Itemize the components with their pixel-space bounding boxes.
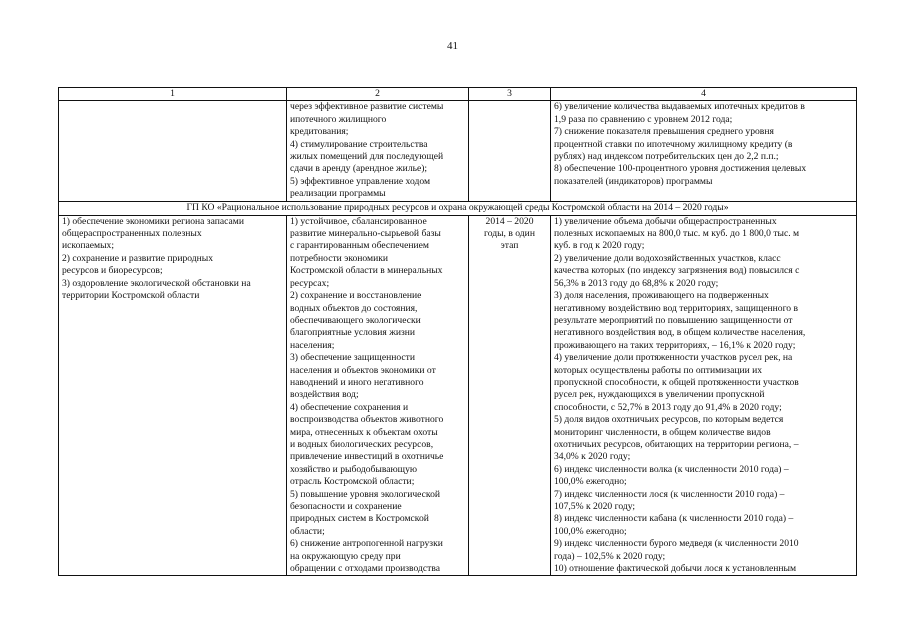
text-line: охотничьих ресурсов, обитающих на территории региона, – bbox=[554, 438, 799, 450]
header-cell-1: 1 bbox=[59, 88, 287, 101]
text-line: 1,9 раза по сравнению с уровнем 2012 года; bbox=[554, 113, 733, 125]
text-line: рублях) над индексом потребительских цен до 2,2 п.п.; bbox=[554, 151, 779, 163]
text-line: 8) обеспечение 100-процентного уровня достижения целевых bbox=[554, 163, 807, 175]
text-line: воспроизводства объектов животного bbox=[290, 414, 444, 426]
text-line: негативного воздействия вод, в общем количестве населения, bbox=[554, 327, 806, 339]
row1-col3-empty bbox=[469, 101, 551, 201]
text-line: 1) увеличение объема добычи общераспространенных bbox=[554, 215, 777, 227]
text-line: этап bbox=[500, 240, 519, 252]
text-line: мониторинг численности, в общем количестве видов bbox=[554, 426, 771, 438]
text-line: потребности экономики bbox=[290, 252, 389, 264]
text-line: проживающего на таких территориях, – 16,1% к 2020 году; bbox=[554, 339, 796, 351]
table-row bbox=[59, 101, 857, 201]
section-title: ГП КО «Рациональное использование природных ресурсов и охрана окружающей среды Костромской области на 2014 – 2020 годы» bbox=[59, 201, 857, 215]
text-line: куб. в год к 2020 году; bbox=[554, 240, 645, 252]
text-line: сдачи в аренду (арендное жилье); bbox=[290, 163, 428, 175]
header-row bbox=[59, 88, 857, 101]
text-line: качества которых (по индексу загрязнения вод) повысился с bbox=[554, 265, 800, 277]
page-number: 41 bbox=[447, 40, 458, 52]
section-title-row bbox=[59, 201, 857, 215]
text-line: 4) стимулирование строительства bbox=[290, 138, 428, 150]
text-line: 3) оздоровление экологической обстановки на bbox=[62, 277, 251, 289]
text-line: обращении с отходами производства bbox=[290, 563, 441, 575]
text-line: пропускной способности, к общей протяженности участков bbox=[554, 376, 799, 388]
row2-col4-results bbox=[551, 215, 857, 576]
program-table bbox=[58, 87, 857, 576]
text-line: 100,0% ежегодно; bbox=[554, 476, 627, 488]
text-line: ипотечного жилищного bbox=[290, 113, 387, 125]
text-line: мира, отнесенных к объектам охоты bbox=[290, 426, 438, 438]
text-line: 8) индекс численности кабана (к численности 2010 года) – bbox=[554, 513, 794, 525]
text-line: реализации программы bbox=[290, 188, 386, 200]
text-line: ресурсах; bbox=[290, 277, 330, 289]
text-line: 107,5% к 2020 году; bbox=[554, 501, 636, 512]
text-line: 2) увеличение доли водохозяйственных участков, класс bbox=[554, 252, 781, 264]
row1-col1-empty bbox=[59, 101, 287, 201]
text-line: русел рек, нуждающихся в увеличении пропускной bbox=[554, 389, 765, 401]
text-line: процентной ставки по ипотечному жилищному кредиту (в bbox=[554, 138, 793, 150]
row2-col3-period bbox=[469, 215, 551, 576]
text-line: 6) индекс численности волка (к численности 2010 года) – bbox=[554, 463, 789, 475]
text-line: населения; bbox=[290, 339, 335, 351]
text-line: 3) обеспечение защищенности bbox=[290, 352, 415, 364]
text-line: воздействия вод; bbox=[290, 389, 359, 401]
text-line: отрасль Костромской области; bbox=[290, 476, 415, 488]
text-line: 34,0% к 2020 году; bbox=[554, 451, 631, 463]
text-line: которых осуществлены работы по оптимизации их bbox=[554, 364, 763, 376]
text-line: полезных ископаемых на 800,0 тыс. м куб. до 1 800,0 тыс. м bbox=[554, 228, 800, 240]
text-line: области; bbox=[290, 525, 325, 537]
text-line: 6) увеличение количества выдаваемых ипотечных кредитов в bbox=[554, 101, 805, 113]
row2-col1-goals bbox=[59, 215, 287, 576]
row1-col2-tasks bbox=[287, 101, 469, 201]
text-line: 2) сохранение и восстановление bbox=[290, 290, 422, 302]
text-line: 100,0% ежегодно; bbox=[554, 525, 627, 537]
text-line: и водных биологических ресурсов, bbox=[290, 438, 434, 450]
text-line: через эффективное развитие системы bbox=[290, 101, 444, 113]
text-line: 56,3% в 2013 году до 68,8% к 2020 году; bbox=[554, 277, 719, 289]
text-line: негативному воздействию вод территориях, защищенного в bbox=[554, 302, 798, 314]
text-line: 9) индекс численности бурого медведя (к численности 2010 bbox=[554, 538, 799, 550]
text-line: года) – 102,5% к 2020 году; bbox=[554, 550, 666, 562]
text-line: 10) отношение фактической добычи лося к установленным bbox=[554, 563, 797, 575]
text-line: 5) доля видов охотничьих ресурсов, по которым ведется bbox=[554, 414, 784, 426]
text-line: годы, в один bbox=[484, 228, 535, 240]
text-line: способности, с 52,7% в 2013 году до 91,4% в 2020 году; bbox=[554, 401, 782, 413]
row1-col4-results bbox=[551, 101, 857, 201]
text-line: природных систем в Костромской bbox=[290, 513, 429, 525]
text-line: Костромской области в минеральных bbox=[290, 265, 443, 277]
text-line: ископаемых; bbox=[62, 240, 114, 252]
header-cell-4: 4 bbox=[551, 88, 857, 101]
header-cell-3: 3 bbox=[469, 88, 551, 101]
text-line: безопасности и сохранение bbox=[290, 501, 402, 512]
text-line: кредитования; bbox=[290, 126, 349, 138]
text-line: благоприятные условия жизни bbox=[290, 327, 416, 339]
text-line: 5) эффективное управление ходом bbox=[290, 175, 431, 187]
text-line: 4) увеличение доли протяженности участков русел рек, на bbox=[554, 352, 793, 364]
text-line: общераспространенных полезных bbox=[62, 228, 202, 240]
text-line: 7) индекс численности лося (к численности 2010 года) – bbox=[554, 488, 785, 500]
text-line: жилых помещений для последующей bbox=[290, 151, 444, 163]
text-line: 5) повышение уровня экологической bbox=[290, 488, 441, 500]
text-line: показателей (индикаторов) программы bbox=[554, 175, 713, 187]
text-line: результате мероприятий по повышению защищенности от bbox=[554, 314, 793, 326]
text-line: ресурсов и биоресурсов; bbox=[62, 265, 163, 277]
text-line: наводнений и иного негативного bbox=[290, 376, 424, 388]
text-line: 1) устойчивое, сбалансированное bbox=[290, 215, 427, 227]
text-line: населения и объектов экономики от bbox=[290, 364, 436, 376]
text-line: хозяйство и рыбодобывающую bbox=[290, 463, 418, 475]
text-line: привлечение инвестиций в охотничье bbox=[290, 451, 444, 463]
text-line: водных объектов до состояния, bbox=[290, 302, 418, 314]
text-line: 1) обеспечение экономики региона запасами bbox=[62, 215, 244, 227]
table-row bbox=[59, 215, 857, 576]
text-line: 3) доля населения, проживающего на подверженных bbox=[554, 290, 769, 302]
text-line: территории Костромской области bbox=[62, 290, 200, 302]
text-line: развитие минерально-сырьевой базы bbox=[290, 228, 441, 240]
text-line: 2) сохранение и развитие природных bbox=[62, 252, 214, 264]
text-line: обеспечивающего экологически bbox=[290, 314, 421, 326]
text-line: 4) обеспечение сохранения и bbox=[290, 401, 409, 413]
text-line: 6) снижение антропогенной нагрузки bbox=[290, 538, 443, 550]
text-line: с гарантированным обеспечением bbox=[290, 240, 429, 252]
text-line: 7) снижение показателя превышения среднего уровня bbox=[554, 126, 774, 138]
text-line: на окружающую среду при bbox=[290, 550, 401, 562]
text-line: 2014 – 2020 bbox=[485, 215, 534, 227]
header-cell-2: 2 bbox=[287, 88, 469, 101]
row2-col2-tasks bbox=[287, 215, 469, 576]
